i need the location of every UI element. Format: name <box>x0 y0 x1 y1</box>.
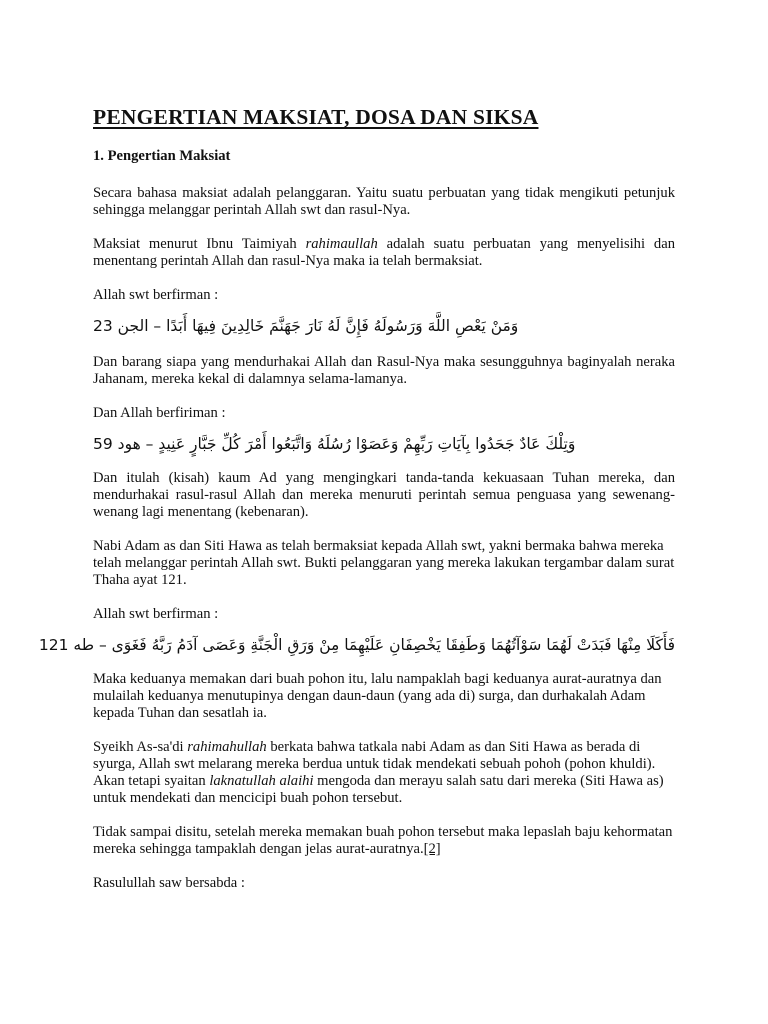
footnote-link[interactable]: [2] <box>423 841 441 857</box>
arabic-verse-text: وَتِلْكَ عَادٌ جَحَدُوا بِآيَاتِ رَبِّهِمْ وَعَصَوْا رُسُلَهُ وَاتَّبَعُوا أَمْرَ كُلِّ جَبَّارٍ عَنِيدٍ – هود 59 <box>93 435 576 453</box>
verse-intro: Dan Allah berfiriman : <box>93 405 226 421</box>
verse-translation: Maka keduanya memakan dari buah pohon itu, lalu nampaklah bagi keduanya aurat-auratnya dan mulailah keduanya menutupinya dengan daun-daun (yang ada di) surga, dan durhakalah Adam kepada Tuhan dan sesatlah ia. <box>93 671 662 721</box>
arabic-verse-text: وَمَنْ يَعْصِ اللَّهَ وَرَسُولَهُ فَإِنَّ لَهُ نَارَ جَهَنَّمَ خَالِدِينَ فِيهَا أَبَدًا – الجن 23 <box>93 317 519 335</box>
page-title: PENGERTIAN MAKSIAT, DOSA DAN SIKSA <box>93 105 539 129</box>
arabic-verse-hud <box>93 434 675 454</box>
verse-intro: Allah swt berfirman : <box>93 606 219 622</box>
italic-term: rahimaullah <box>305 236 378 252</box>
hadith-intro: Rasulullah saw bersabda : <box>93 875 245 891</box>
arabic-verse-thaha <box>38 635 675 655</box>
paragraph-ibnu-taimiyah <box>93 236 675 270</box>
verse-intro: Allah swt berfirman : <box>93 287 219 303</box>
paragraph-definition <box>93 185 675 219</box>
paragraph-text: adalah suatu perbuatan yang menyelisihi dan menentang perintah Allah dan rasul-Nya maka ia telah bermaksiat. <box>93 236 675 269</box>
italic-term: rahimahullah <box>187 739 267 755</box>
verse-translation: Dan barang siapa yang mendurhakai Allah dan Rasul-Nya maka sesungguhnya baginyalah neraka Jahanam, mereka kekal di dalamnya selama-lamanya. <box>93 354 675 387</box>
document-body <box>38 104 675 892</box>
italic-term: laknatullah alaihi <box>209 773 314 789</box>
verse-translation: Dan itulah (kisah) kaum Ad yang mengingkari tanda-tanda kekuasaan Tuhan mereka, dan mendurhakai rasul-rasul Allah dan mereka menuruti perintah semua penguasa yang sewenang-wenang lagi menentang (kebenaran). <box>93 470 675 520</box>
paragraph-adam: Nabi Adam as dan Siti Hawa as telah bermaksiat kepada Allah swt, yakni bermaka bahwa mereka telah melanggar perintah Allah swt. Bukti pelanggaran yang mereka lakukan tergambar dalam surat Thaha ayat 121. <box>93 538 675 588</box>
arabic-verse-text: فَأَكَلَا مِنْهَا فَبَدَتْ لَهُمَا سَوْآتُهُمَا وَطَفِقَا يَخْصِفَانِ عَلَيْهِمَا مِنْ وَرَقِ الْجَنَّةِ وَعَصَى آدَمُ رَبَّهُ فَغَوَى – طه 121 <box>38 636 675 654</box>
paragraph-text: Maksiat menurut Ibnu Taimiyah <box>93 236 306 252</box>
paragraph-aurat <box>93 824 675 858</box>
section-heading: 1. Pengertian Maksiat <box>93 148 231 164</box>
paragraph-definition-text: Secara bahasa maksiat adalah pelanggaran. Yaitu suatu perbuatan yang tidak mengikuti petunjuk sehingga melanggar perintah Allah swt dan rasul-Nya. <box>93 185 675 218</box>
paragraph-syeikh <box>93 739 675 807</box>
paragraph-text: Tidak sampai disitu, setelah mereka memakan buah pohon tersebut maka lepaslah baju kehormatan mereka sehingga tampaklah dengan jelas aurat-auratnya. <box>93 824 673 857</box>
paragraph-text: Syeikh As-sa'di <box>93 739 188 755</box>
paragraph-text: berkata bahwa tatkala nabi Adam as dan Siti Hawa as berada di syurga, Allah swt melarang mereka berdua untuk tidak mendekati sebuah pohoh (pohon khuldi). Akan tetapi syaitan <box>93 739 656 789</box>
paragraph-text: mengoda dan merayu salah satu dari mereka (Siti Hawa as) untuk mendekati dan mencicipi buah pohon tersebut. <box>93 773 664 806</box>
arabic-verse-al-jinn <box>93 316 675 336</box>
